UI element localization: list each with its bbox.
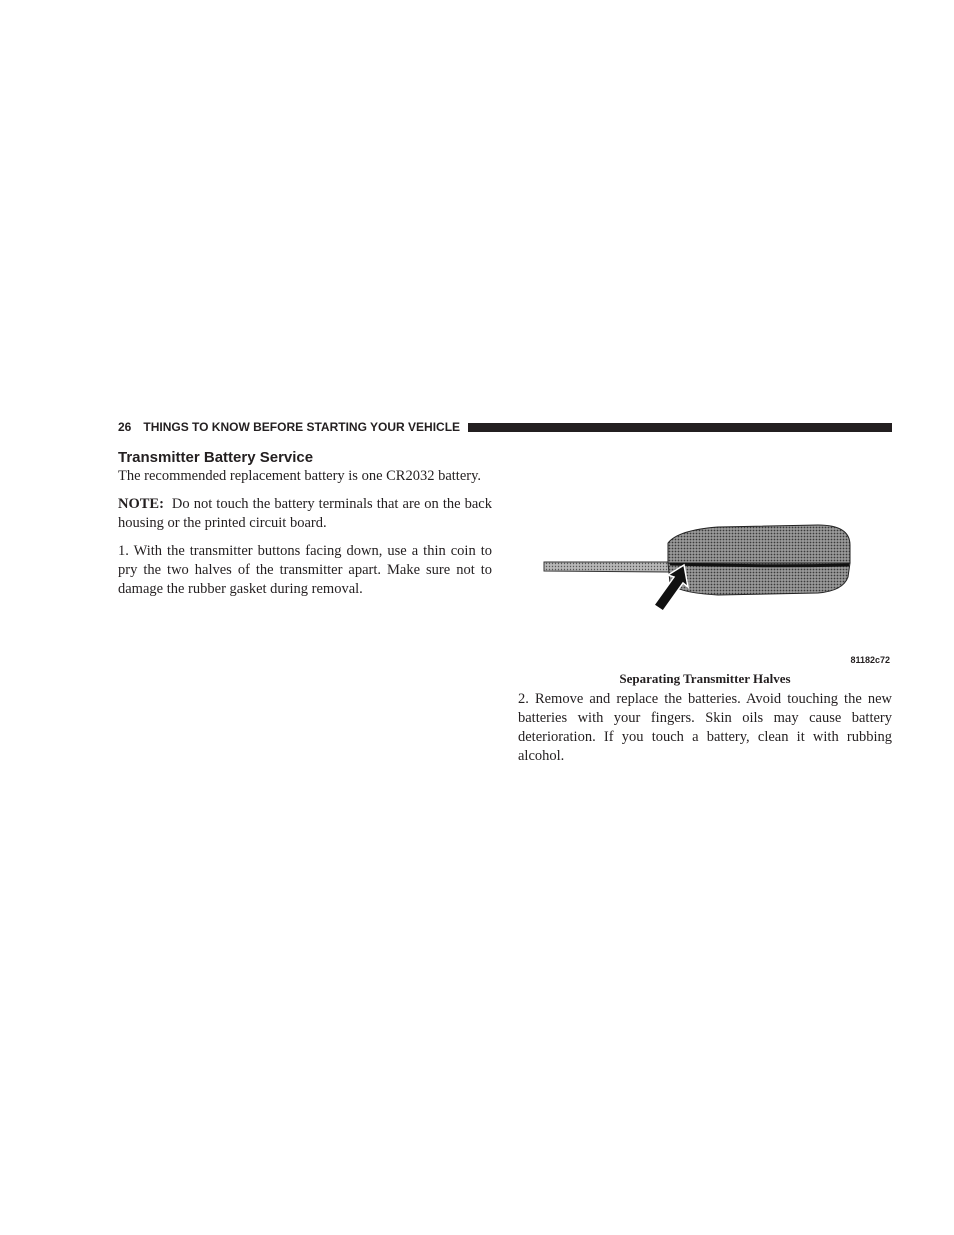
header-rule [468,423,892,432]
left-column [118,448,492,608]
right-column [518,690,892,775]
fob-body [668,525,850,595]
note-paragraph [118,495,492,533]
step-2-paragraph: 2. Remove and replace the batteries. Avoid touching the new batteries with your fingers. Skin oils may cause battery deterioration. If you touch a battery, clean it with rubbing alcohol. [518,691,892,764]
figure-id: 81182c72 [850,655,890,665]
page-header [118,419,892,435]
note-text: Do not touch the battery terminals that are on the back housing or the printed circuit board. [118,496,492,531]
figure-transmitter [518,505,892,685]
section-title: Transmitter Battery Service [118,449,314,466]
step-1-paragraph: 1. With the transmitter buttons facing down, use a thin coin to pry the two halves of the transmitter apart. Make sure not to damage the rubber gasket during removal. [118,543,492,597]
transmitter-illustration [518,505,892,655]
note-label: NOTE: [118,496,164,512]
figure-caption: Separating Transmitter Halves [619,671,791,686]
chapter-title: THINGS TO KNOW BEFORE STARTING YOUR VEHICLE [143,420,461,434]
page-number: 26 [118,420,132,434]
key-blade [544,562,676,572]
battery-paragraph: The recommended replacement battery is one CR2032 battery. [118,468,482,484]
